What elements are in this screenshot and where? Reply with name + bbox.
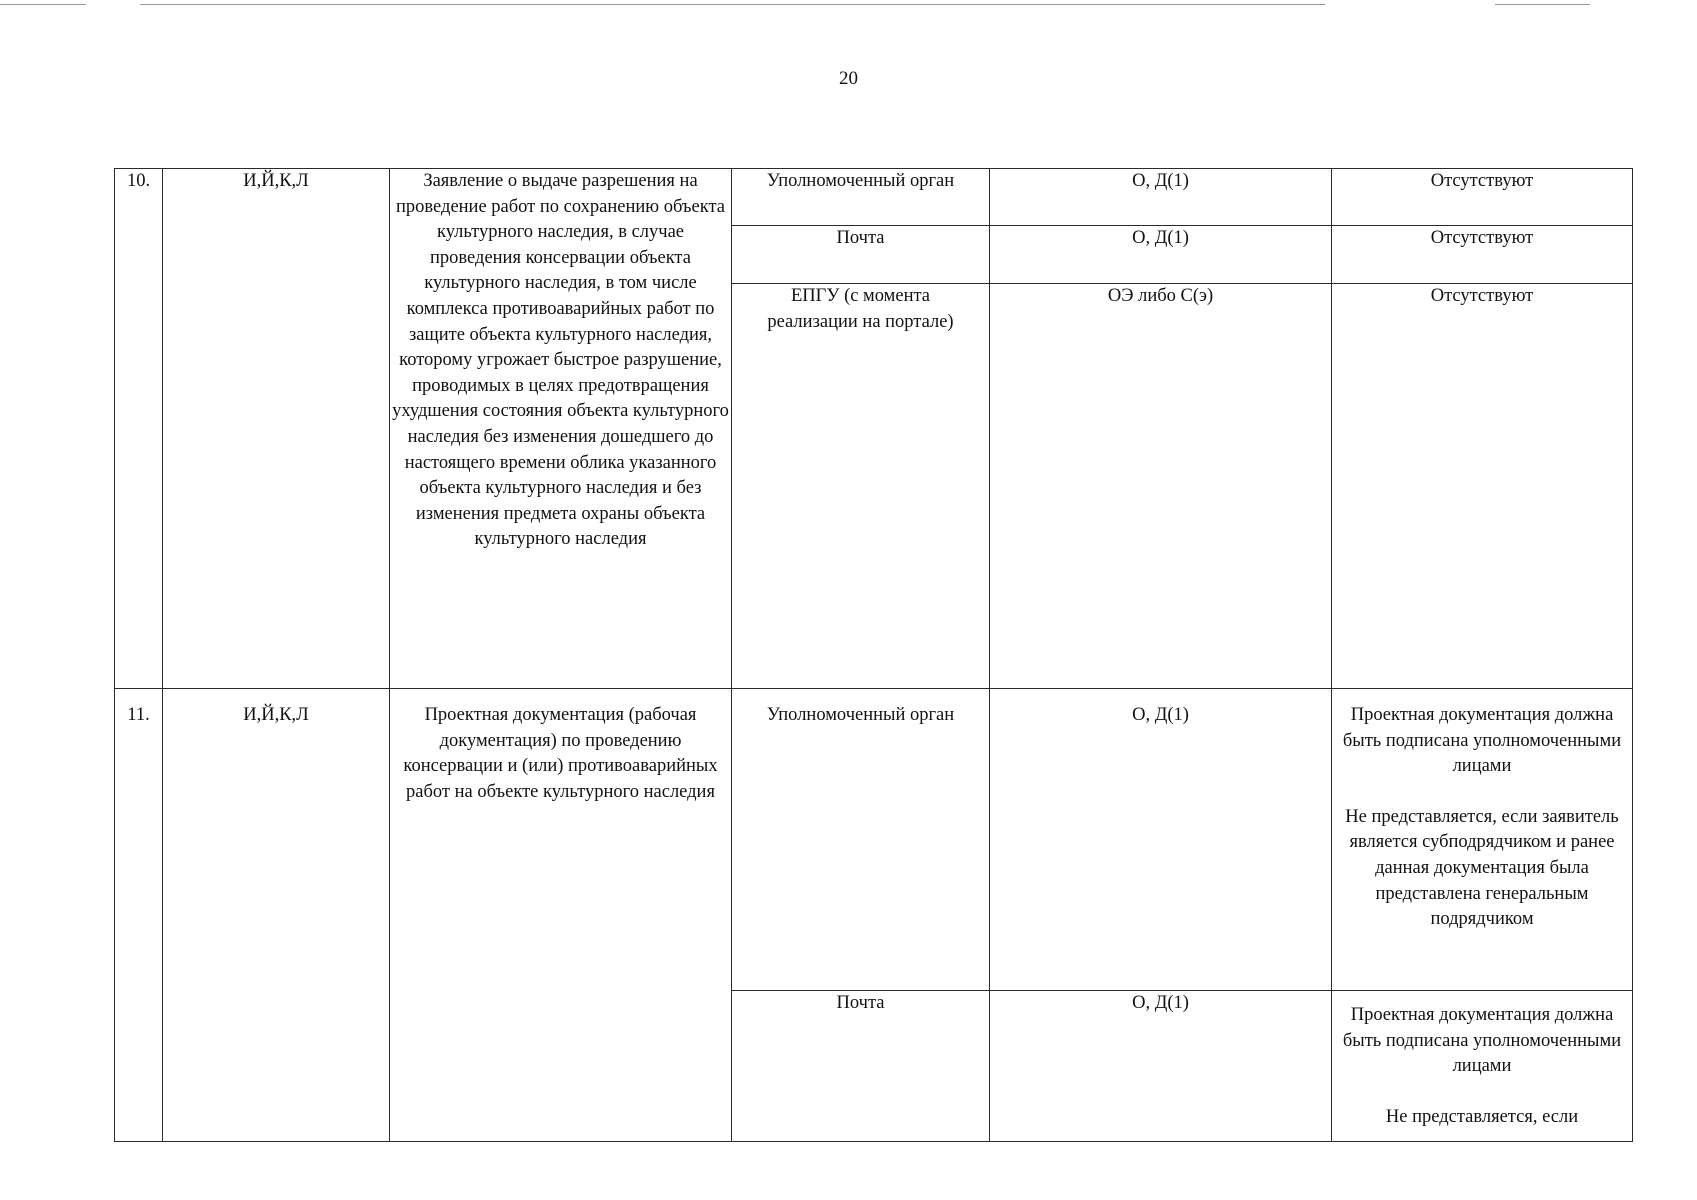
channel-cell [732,991,990,1142]
requirements-cell [1332,169,1633,226]
submission-channel: Уполномоченный орган [766,705,955,725]
row-codes: И,Й,К,Л [243,705,309,725]
document-form: О, Д(1) [1132,705,1189,725]
channel-cell [732,284,990,689]
row-number-cell [115,169,163,689]
table-row [115,169,1633,226]
paragraph-gap [1342,1080,1622,1105]
form-cell [990,284,1332,689]
document-requirements-note: Не представляется, если заявитель является субподрядчиком и ранее данная документация была представлена генеральным подрядчиком [1345,806,1619,930]
requirements-cell [1332,284,1633,689]
document-form: О, Д(1) [1132,228,1189,248]
row-number: 10. [126,171,151,191]
document-name-cell [390,689,732,1142]
scan-artifact-line [0,4,86,5]
submission-channel: ЕПГУ (с момента реализации на портале) [767,286,954,332]
submission-channel: Почта [836,228,885,248]
document-name-cell [390,169,732,689]
document-requirements: Проектная документация должна быть подписана уполномоченными лицами [1342,1005,1622,1077]
submission-channel: Уполномоченный орган [766,171,955,191]
channel-cell [732,226,990,284]
paragraph-gap [1342,780,1622,805]
submission-channel: Почта [836,993,885,1013]
row-codes-cell [163,689,390,1142]
requirements-cell [1332,991,1633,1142]
form-cell [990,226,1332,284]
row-codes: И,Й,К,Л [243,171,309,191]
document-requirements: Проектная документация должна быть подписана уполномоченными лицами [1342,705,1622,777]
requirements-cell [1332,226,1633,284]
document-requirements: Отсутствуют [1430,171,1534,191]
document-requirements-note: Не представляется, если [1385,1106,1579,1127]
form-cell [990,991,1332,1142]
row-number: 11. [127,705,150,725]
document-form: О, Д(1) [1132,171,1189,191]
document-name: Проектная документация (рабочая документация) по проведению консервации и (или) противоаварийных работ на объекте культурного наследия [403,705,718,802]
document-form: ОЭ либо С(э) [1107,286,1214,306]
scan-artifact-line [1495,4,1590,5]
form-cell [990,689,1332,991]
document-requirements: Отсутствуют [1430,228,1534,248]
document-form: О, Д(1) [1132,993,1189,1013]
document-name: Заявление о выдаче разрешения на проведение работ по сохранению объекта культурного наследия, в случае проведения консервации объекта культурного наследия, в том числе комплекса противоаварийных работ по защите объекта культурного наследия, которому угрожает быстрое разрушение, проводимых в целях предотвращения ухудшения состояния объекта культурного наследия без изменения дошедшего до настоящего времени облика указанного объекта культурного наследия и без изменения предмета охраны объекта культурного наследия [392,171,729,550]
document-table [114,168,1633,1142]
scan-artifact-line [140,4,1325,5]
document-requirements: Отсутствуют [1430,286,1534,306]
row-codes-cell [163,169,390,689]
page-number: 20 [839,68,858,89]
form-cell [990,169,1332,226]
requirements-cell [1332,689,1633,991]
table-row [115,689,1633,991]
row-number-cell [115,689,163,1142]
channel-cell [732,169,990,226]
channel-cell [732,689,990,991]
